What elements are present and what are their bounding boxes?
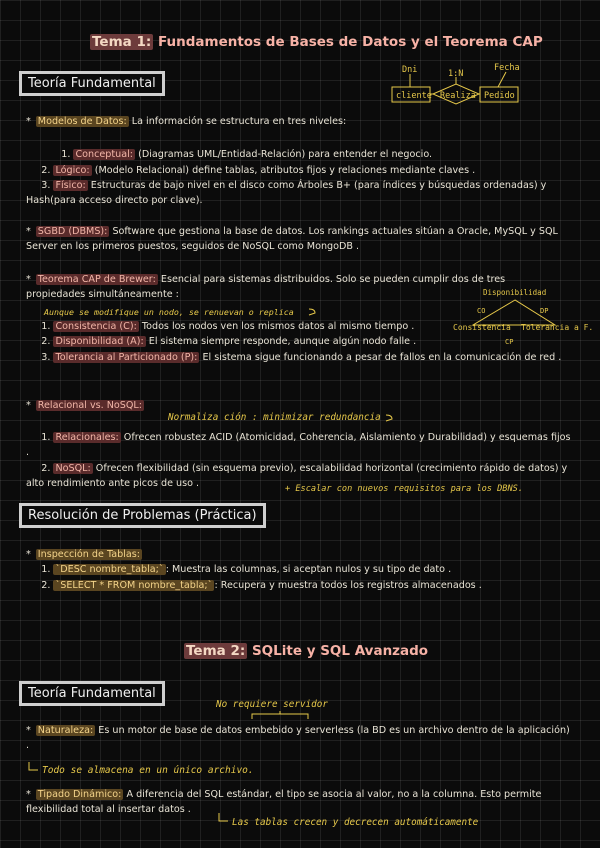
no-requiere-note: No requiere servidor bbox=[216, 699, 328, 710]
cap-note-arrow bbox=[307, 306, 323, 318]
section2-title bbox=[184, 644, 428, 659]
er-1n-label: 1:N bbox=[448, 69, 464, 79]
cap-disp-label: Disponibilidad bbox=[483, 288, 547, 297]
section2-title-text: SQLite y SQL Avanzado bbox=[251, 643, 429, 659]
modelos-item-3: 3. Físico: Estructuras de bajo nivel en el disco como Árboles B+ (para índices y búsquedas ordenadas) y Hash(para acceso directo por clave). bbox=[26, 180, 547, 206]
cap-cp-label: CP bbox=[505, 338, 514, 346]
tipado-label: Tipado Dinámico: bbox=[37, 789, 122, 800]
modelos-text: La información se estructura en tres niveles: bbox=[131, 116, 347, 127]
normalizacion-arrow bbox=[384, 412, 398, 424]
cap-label: Teorema CAP de Brewer: bbox=[37, 274, 156, 285]
sgbd-paragraph: * SGBD (DBMS): Software que gestiona la base de datos. Los rankings actuales sitúan a Oracle, MySQL y SQL Server en los primeros puestos, seguidos de NoSQL como MongoDB . bbox=[26, 226, 558, 252]
er-realiza-label: Realiza bbox=[440, 91, 476, 101]
cap-dp-label: DP bbox=[540, 307, 549, 315]
er-dni-label: Dni bbox=[402, 65, 418, 75]
naturaleza-label: Naturaleza: bbox=[37, 725, 94, 736]
section2-title-number: Tema 2: bbox=[186, 643, 246, 659]
er-cliente-label: cliente bbox=[396, 91, 432, 101]
sgbd-text: Software que gestiona la base de datos. Los rankings actuales sitúan a Oracle, MySQL y SQL Server en los primeros puestos, seguidos de NoSQL como MongoDB . bbox=[26, 226, 558, 252]
cap-paragraph: * Teorema CAP de Brewer: Esencial para sistemas distribuidos. Solo se pueden cumplir dos de tres propiedades simultáneamente : bbox=[26, 274, 506, 300]
er-diagram bbox=[388, 60, 568, 110]
modelos-item-2: 2. Lógico: (Modelo Relacional) define tablas, atributos fijos y relaciones mediante claves . bbox=[41, 165, 476, 176]
modelos-paragraph: * Modelos de Datos: La información se estructura en tres niveles: bbox=[26, 116, 347, 127]
las-tablas-arrow bbox=[216, 813, 230, 825]
inspeccion-paragraph: * Inspección de Tablas: bbox=[26, 549, 140, 560]
desc-code: `DESC nombre_tabla;` bbox=[55, 564, 164, 575]
insp-item-1: 1. `DESC nombre_tabla;` : Muestra las columnas, si aceptan nulos y su tipo de dato . bbox=[41, 564, 452, 575]
las-tablas-note: Las tablas crecen y decrecen automáticamente bbox=[232, 817, 479, 828]
section1-title-text: Fundamentos de Bases de Datos y el Teorema CAP bbox=[157, 34, 543, 50]
resolucion-box: Resolución de Problemas (Práctica) bbox=[19, 503, 266, 528]
naturaleza-text: Es un motor de base de datos embebido y serverless (la BD es un archivo dentro de la aplicación) . bbox=[26, 725, 570, 751]
section1-title-number: Tema 1: bbox=[92, 34, 152, 50]
teoria-fundamental-box-1: Teoría Fundamental bbox=[19, 71, 165, 96]
sgbd-label: SGBD (DBMS): bbox=[37, 226, 108, 237]
modelos-item-1: 1. Conceptual: (Diagramas UML/Entidad-Relación) para entender el negocio. bbox=[61, 149, 433, 160]
er-pedido-label: Pedido bbox=[484, 91, 515, 101]
relacional-label: Relacional vs. NoSQL: bbox=[37, 400, 143, 411]
cap-handwritten-note: Aunque se modifique un nodo, se renuevan o replica bbox=[44, 307, 294, 317]
insp-item-2: 2. `SELECT * FROM nombre_tabla;` : Recupera y muestra todos los registros almacenados . bbox=[41, 580, 482, 591]
cap-text: Esencial para sistemas distribuidos. Solo se pueden cumplir dos de tres propiedades simultáneamente : bbox=[26, 274, 506, 300]
cap-item-2: 2. Disponibilidad (A): El sistema siempre responde, aunque algún nodo falle . bbox=[41, 336, 417, 347]
tipado-text: A diferencia del SQL estándar, el tipo se asocia al valor, no a la columna. Esto permite flexibilidad total al insertar datos . bbox=[26, 789, 542, 815]
cap-tol-label: Tolerancia a F. bbox=[521, 323, 594, 332]
section1-title bbox=[90, 35, 543, 50]
select-code: `SELECT * FROM nombre_tabla;` bbox=[55, 580, 213, 591]
tipado-paragraph: * Tipado Dinámico: A diferencia del SQL estándar, el tipo se asocia al valor, no a la columna. Esto permite flexibilidad total al insertar datos . bbox=[26, 789, 542, 815]
rel-item-1: 1. Relacionales: Ofrecen robustez ACID (Atomicidad, Coherencia, Aislamiento y Durabilidad) y esquemas fijos . bbox=[26, 432, 571, 458]
er-fecha-label: Fecha bbox=[494, 63, 520, 73]
cap-cons-label: Consistencia bbox=[453, 323, 511, 332]
cap-item-1: 1. Consistencia (C): Todos los nodos ven los mismos datos al mismo tiempo . bbox=[41, 321, 415, 332]
naturaleza-paragraph: * Naturaleza: Es un motor de base de datos embebido y serverless (la BD es un archivo dentro de la aplicación) . bbox=[26, 725, 570, 751]
escalar-note: + Escalar con nuevos requisitos para los DBNS. bbox=[285, 484, 523, 494]
normalizacion-note: Normaliza ción : minimizar redundancia bbox=[168, 412, 381, 423]
todo-se-note: Todo se almacena en un único archivo. bbox=[42, 765, 254, 776]
inspeccion-label: Inspección de Tablas: bbox=[37, 549, 140, 560]
teoria-fundamental-box-2: Teoría Fundamental bbox=[19, 681, 165, 706]
modelos-label: Modelos de Datos: bbox=[37, 116, 127, 127]
cap-co-label: CO bbox=[477, 307, 486, 315]
no-requiere-bracket bbox=[250, 711, 310, 721]
relacional-paragraph: * Relacional vs. NoSQL: bbox=[26, 400, 143, 411]
rel-item-2: 2. NoSQL: Ofrecen flexibilidad (sin esquema previo), escalabilidad horizontal (crecimiento rápido de datos) y alto rendimiento ante picos de uso . bbox=[26, 463, 568, 489]
todo-se-arrow bbox=[26, 762, 40, 774]
cap-item-3: 3. Tolerancia al Particionado (P): El sistema sigue funcionando a pesar de fallos en la comunicación de red . bbox=[41, 352, 562, 363]
